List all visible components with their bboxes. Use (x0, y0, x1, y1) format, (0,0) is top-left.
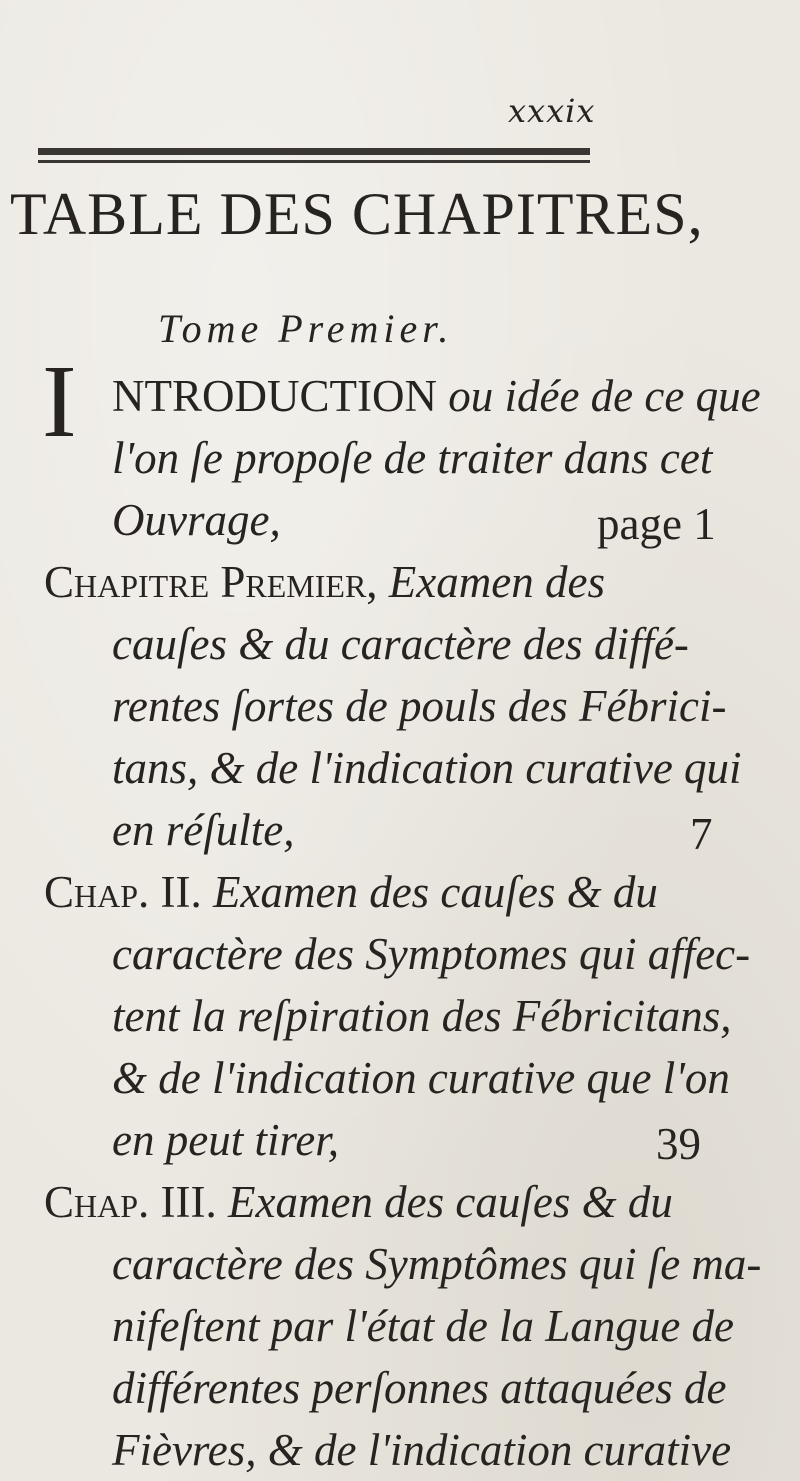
toc-line: & de l'indication curative que l'on (112, 1053, 730, 1103)
toc-line: rentes ſortes de pouls des Fébrici- (112, 681, 727, 731)
toc-line: caractère des Symptomes qui affec- (112, 929, 751, 979)
toc-line: en réſulte, (112, 805, 295, 855)
page-folio: xxxix (508, 92, 596, 130)
page-reference: 39 (656, 1119, 701, 1169)
toc-entry-chapter-1: Chapitre Premier, Examen des (44, 557, 605, 607)
header-rule-thick (38, 148, 590, 155)
page-title: TABLE DES CHAPITRES, (10, 181, 704, 247)
toc-line: tent la reſpiration des Fébricitans, (112, 991, 732, 1041)
toc-entry-chapter-3: Chap. III. Examen des cauſes & du (44, 1177, 673, 1227)
toc-line: nifeſtent par l'état de la Langue de (112, 1301, 735, 1351)
toc-line: différentes perſonnes attaquées de (112, 1363, 727, 1413)
toc-line: tans, & de l'indication curative qui (112, 743, 742, 793)
toc-entry-chapter-2: Chap. II. Examen des cauſes & du (44, 867, 658, 917)
page-reference: 7 (690, 809, 713, 859)
toc-entry-introduction: NTRODUCTION ou idée de ce que (112, 371, 761, 421)
toc-line: en peut tirer, (112, 1115, 340, 1165)
toc-line: Ouvrage, (112, 495, 281, 545)
header-rule-thin (38, 160, 590, 163)
toc-line: caractère des Symptômes qui ſe ma- (112, 1239, 762, 1289)
drop-cap: I (42, 344, 77, 459)
toc-line: cauſes & du caractère des diffé- (112, 619, 689, 669)
volume-subtitle: Tome Premier. (158, 306, 454, 351)
toc-line: Fièvres, & de l'indication curative (112, 1425, 732, 1475)
toc-line: l'on ſe propoſe de traiter dans cet (112, 433, 713, 483)
page-reference: page 1 (597, 499, 716, 549)
